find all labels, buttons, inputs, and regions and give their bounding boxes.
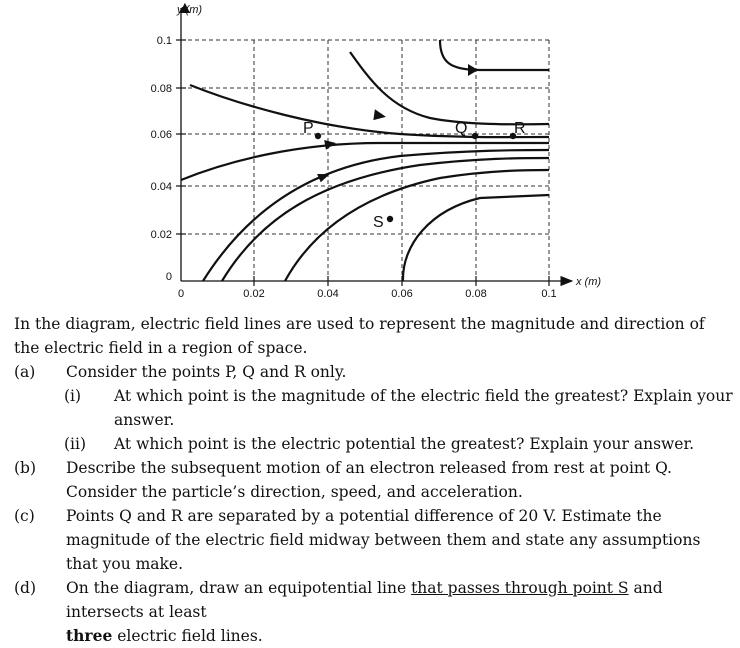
part-d-text-after: electric field lines. bbox=[112, 627, 263, 645]
y-tick-label: 0.1 bbox=[156, 35, 172, 47]
part-c-text: Points Q and R are separated by a potential difference of 20 V. Estimate the magnitude of the electric field midway between them and state any assumptions that you make. bbox=[66, 507, 701, 573]
x-tick-label: 0.04 bbox=[317, 288, 339, 300]
question-text bbox=[14, 312, 734, 648]
question-intro: In the diagram, electric field lines are used to represent the magnitude and direction of the electric field in a region of space. bbox=[14, 315, 705, 357]
x-tick-label: 0 bbox=[177, 288, 185, 300]
x-tick-label: 0.06 bbox=[391, 288, 413, 300]
part-d-label: (d) bbox=[14, 579, 37, 597]
point-p-label: P bbox=[303, 120, 314, 137]
y-tick-label: 0 bbox=[165, 271, 172, 283]
part-a-text: Consider the points P, Q and R only. bbox=[66, 363, 347, 381]
field-direction-arrows bbox=[317, 64, 478, 183]
part-a-i bbox=[14, 384, 734, 432]
part-a-ii-text: At which point is the electric potential the greatest? Explain your answer. bbox=[114, 435, 695, 453]
point-p bbox=[315, 133, 321, 139]
part-c bbox=[14, 504, 734, 576]
field-line bbox=[285, 170, 549, 281]
part-a-ii bbox=[14, 432, 734, 456]
y-tick-label: 0.06 bbox=[150, 129, 172, 141]
part-a-i-text: At which point is the magnitude of the electric field the greatest? Explain your answer. bbox=[114, 387, 733, 429]
part-a-i-label: (i) bbox=[64, 387, 82, 405]
part-d bbox=[14, 576, 734, 648]
y-tick-label: 0.08 bbox=[150, 83, 172, 95]
point-q-label: Q bbox=[455, 120, 468, 137]
part-d-text-middle: and intersects at least bbox=[66, 579, 663, 621]
y-tick-label: 0.04 bbox=[150, 181, 172, 193]
field-arrow bbox=[317, 170, 331, 182]
part-a bbox=[14, 360, 734, 384]
part-c-label: (c) bbox=[14, 507, 35, 525]
x-tick-label: 0.08 bbox=[465, 288, 487, 300]
x-tick-label: 0.1 bbox=[541, 288, 557, 300]
part-d-text-before: On the diagram, draw an equipotential line bbox=[66, 579, 412, 597]
x-tick-label: 0.02 bbox=[243, 288, 265, 300]
part-b-label: (b) bbox=[14, 459, 37, 477]
y-tick-label: 0.02 bbox=[150, 229, 172, 241]
field-line bbox=[440, 40, 549, 70]
part-d-underlined: that passes through point S bbox=[411, 579, 629, 597]
part-d-bold: three bbox=[66, 626, 113, 645]
part-a-label: (a) bbox=[14, 363, 36, 381]
part-a-ii-label: (ii) bbox=[64, 435, 87, 453]
field-arrow bbox=[468, 64, 478, 76]
part-b bbox=[14, 456, 734, 504]
part-b-text: Describe the subsequent motion of an electron released from rest at point Q. Consider the particle’s direction, speed, and acceleration. bbox=[66, 459, 672, 501]
point-q bbox=[472, 133, 478, 139]
field-line bbox=[222, 158, 549, 281]
x-axis-label: x (m) bbox=[576, 276, 602, 288]
y-axis-label: y (m) bbox=[177, 4, 203, 16]
point-s-label: S bbox=[373, 214, 384, 231]
field-line bbox=[190, 85, 549, 137]
field-arrow bbox=[373, 109, 386, 122]
point-r-label: R bbox=[514, 120, 526, 137]
point-s bbox=[387, 216, 393, 222]
electric-field-diagram bbox=[0, 0, 740, 310]
